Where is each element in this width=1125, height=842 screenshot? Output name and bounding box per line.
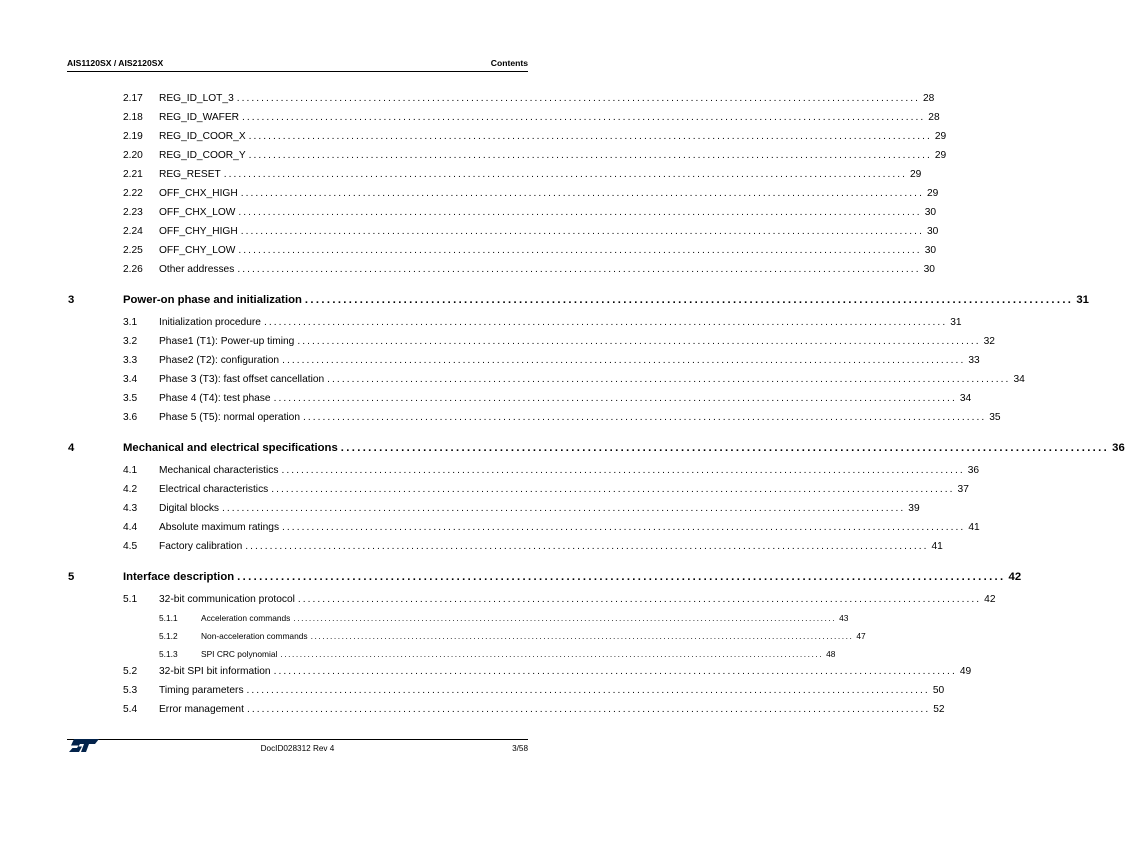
toc-entry-line xyxy=(159,393,972,404)
dot-leader: ............................................................................................................................................ xyxy=(237,571,1006,583)
toc-entry-number: 5.1 xyxy=(123,594,138,605)
toc-entry-number: 3.4 xyxy=(123,374,138,385)
dot-leader: ............................................................................................................................................ xyxy=(245,541,929,552)
toc-entry-page: 29 xyxy=(909,169,922,180)
toc-entry[interactable] xyxy=(67,479,969,495)
toc-entry[interactable] xyxy=(67,221,939,237)
dot-leader: ............................................................................................................................................ xyxy=(273,393,957,404)
dot-leader: ............................................................................................................................................ xyxy=(310,631,854,641)
toc-entry-number: 5.1.3 xyxy=(159,649,178,659)
toc-entry-page: 37 xyxy=(957,484,969,495)
toc-entry-page: 30 xyxy=(924,245,937,256)
toc-entry-title: REG_ID_COOR_Y xyxy=(159,150,246,161)
toc-entry-page: 47 xyxy=(856,631,866,641)
toc-entry-line xyxy=(123,571,1022,583)
dot-leader: ............................................................................................................................................ xyxy=(240,226,924,237)
toc-entry-line xyxy=(159,594,996,605)
toc-entry-line xyxy=(159,412,1001,423)
dot-leader: ............................................................................................................................................ xyxy=(236,93,921,104)
toc-entry-page: 34 xyxy=(959,393,972,404)
toc-entry-number: 2.19 xyxy=(123,131,143,142)
toc-entry-page: 36 xyxy=(1112,442,1125,454)
toc-entry-page: 30 xyxy=(926,226,939,237)
toc-entry-line xyxy=(201,613,849,623)
toc-entry-line xyxy=(159,169,922,180)
toc-entry-page: 33 xyxy=(968,355,980,366)
toc-entry-title: OFF_CHX_LOW xyxy=(159,207,236,218)
toc-entry[interactable] xyxy=(67,498,920,514)
toc-entry-page: 35 xyxy=(989,412,1001,423)
toc-entry-title: Error management xyxy=(159,704,244,715)
toc-entry-line xyxy=(159,150,947,161)
toc-entry-number: 5.4 xyxy=(123,704,138,715)
toc-entry-line xyxy=(201,649,836,659)
toc-entry-number: 2.26 xyxy=(123,264,143,275)
toc-entry[interactable] xyxy=(67,536,943,552)
toc-entry-title: Factory calibration xyxy=(159,541,243,552)
toc-entry-title: 32-bit communication protocol xyxy=(159,594,295,605)
dot-leader: ............................................................................................................................................ xyxy=(222,503,906,514)
toc-entry-line xyxy=(159,336,995,347)
toc-entry-line xyxy=(159,264,935,275)
dot-leader: ............................................................................................................................................ xyxy=(340,442,1110,454)
toc-entry-number: 3 xyxy=(68,294,75,306)
dot-leader: ............................................................................................................................................ xyxy=(237,264,921,275)
toc-entry[interactable] xyxy=(67,643,836,659)
toc-entry[interactable] xyxy=(67,350,980,366)
toc-entry-number: 2.17 xyxy=(123,93,143,104)
toc-entry-page: 31 xyxy=(1076,294,1089,306)
toc-entry-number: 2.23 xyxy=(123,207,143,218)
toc-entry-page: 34 xyxy=(1013,374,1025,385)
toc-entry-line xyxy=(159,188,939,199)
toc-entry[interactable] xyxy=(67,369,1025,385)
toc-entry-line xyxy=(159,355,980,366)
toc-entry[interactable] xyxy=(67,680,945,696)
toc-entry[interactable] xyxy=(67,240,937,256)
toc-entry[interactable] xyxy=(67,259,935,275)
toc-entry-page: 42 xyxy=(1008,571,1022,583)
toc-entry-page: 30 xyxy=(924,207,937,218)
dot-leader: ............................................................................................................................................ xyxy=(297,594,982,605)
page-number: 3/58 xyxy=(512,744,528,753)
toc-entry-line xyxy=(159,484,969,495)
toc-chapter-entry[interactable] xyxy=(67,438,1125,454)
toc-entry-number: 3.5 xyxy=(123,393,138,404)
toc-entry-number: 2.25 xyxy=(123,245,143,256)
toc-entry[interactable] xyxy=(67,107,940,123)
dot-leader: ............................................................................................................................................ xyxy=(273,666,957,677)
toc-entry-title: Non-acceleration commands xyxy=(201,631,308,641)
toc-entry-title: REG_ID_COOR_X xyxy=(159,131,246,142)
toc-entry-title: Phase2 (T2): configuration xyxy=(159,355,280,366)
dot-leader: ............................................................................................................................................ xyxy=(263,317,948,328)
toc-entry-line xyxy=(159,666,972,677)
dot-leader: ............................................................................................................................................ xyxy=(242,112,926,123)
toc-entry-number: 2.18 xyxy=(123,112,143,123)
toc-entry-number: 5.3 xyxy=(123,685,138,696)
dot-leader: ............................................................................................................................................ xyxy=(282,522,966,533)
toc-entry-title: Mechanical and electrical specifications xyxy=(123,442,338,454)
toc-entry-number: 5.1.1 xyxy=(159,613,178,623)
toc-entry[interactable] xyxy=(67,164,922,180)
document-part-numbers: AIS1120SX / AIS2120SX xyxy=(67,58,164,68)
dot-leader: ............................................................................................................................................ xyxy=(223,169,907,180)
toc-entry[interactable] xyxy=(67,589,996,605)
toc-entry[interactable] xyxy=(67,202,937,218)
toc-entry-number: 4.5 xyxy=(123,541,138,552)
toc-entry-page: 50 xyxy=(932,685,945,696)
toc-entry-page: 30 xyxy=(923,264,935,275)
toc-entry[interactable] xyxy=(67,388,972,404)
toc-entry-page: 28 xyxy=(928,112,940,123)
toc-entry-number: 4.1 xyxy=(123,465,138,476)
toc-entry-title: Phase1 (T1): Power-up timing xyxy=(159,336,295,347)
dot-leader: ............................................................................................................................................ xyxy=(240,188,924,199)
toc-entry-title: REG_RESET xyxy=(159,169,221,180)
toc-chapter-entry[interactable] xyxy=(67,567,1022,583)
document-id: DocID028312 Rev 4 xyxy=(260,744,335,753)
toc-chapter-entry[interactable] xyxy=(67,290,1089,306)
toc-entry-line xyxy=(159,112,940,123)
toc-entry-number: 5.1.2 xyxy=(159,631,178,641)
toc-entry[interactable] xyxy=(67,661,972,677)
dot-leader: ............................................................................................................................................ xyxy=(281,465,965,476)
toc-entry-number: 4.4 xyxy=(123,522,138,533)
toc-entry[interactable] xyxy=(67,460,980,476)
toc-entry-page: 43 xyxy=(839,613,849,623)
toc-entry-number: 2.21 xyxy=(123,169,143,180)
toc-entry[interactable] xyxy=(67,517,980,533)
toc-entry[interactable] xyxy=(67,407,1001,423)
dot-leader: ............................................................................................................................................ xyxy=(282,355,966,366)
toc-entry-number: 4.2 xyxy=(123,484,138,495)
dot-leader: ............................................................................................................................................ xyxy=(238,207,922,218)
toc-entry-title: SPI CRC polynomial xyxy=(201,649,278,659)
toc-entry-page: 41 xyxy=(931,541,943,552)
toc-entry[interactable] xyxy=(67,88,935,104)
dot-leader: ............................................................................................................................................ xyxy=(297,336,981,347)
toc-entry-page: 41 xyxy=(968,522,980,533)
toc-entry-title: 32-bit SPI bit information xyxy=(159,666,271,677)
toc-entry-title: Electrical characteristics xyxy=(159,484,269,495)
toc-entry[interactable] xyxy=(67,625,866,641)
toc-entry-line xyxy=(159,207,937,218)
toc-entry-page: 52 xyxy=(933,704,945,715)
toc-entry-title: Timing parameters xyxy=(159,685,244,696)
toc-entry-title: Mechanical characteristics xyxy=(159,465,279,476)
toc-entry[interactable] xyxy=(67,331,995,347)
dot-leader: ............................................................................................................................................ xyxy=(280,649,824,659)
dot-leader: ............................................................................................................................................ xyxy=(303,412,987,423)
toc-entry-page: 31 xyxy=(950,317,962,328)
toc-entry-title: OFF_CHY_LOW xyxy=(159,245,236,256)
header-rule xyxy=(67,71,528,72)
toc-entry-title: Absolute maximum ratings xyxy=(159,522,280,533)
dot-leader: ............................................................................................................................................ xyxy=(248,131,932,142)
toc-entry-title: Interface description xyxy=(123,571,235,583)
toc-entry-line xyxy=(159,704,945,715)
toc-entry-page: 36 xyxy=(967,465,980,476)
dot-leader: ............................................................................................................................................ xyxy=(238,245,922,256)
toc-entry-title: Power-on phase and initialization xyxy=(123,294,302,306)
toc-entry-number: 3.1 xyxy=(123,317,138,328)
toc-entry-page: 49 xyxy=(959,666,972,677)
toc-entry-title: Phase 3 (T3): fast offset cancellation xyxy=(159,374,325,385)
toc-entry-page: 29 xyxy=(926,188,939,199)
toc-entry-title: REG_ID_LOT_3 xyxy=(159,93,234,104)
toc-entry-line xyxy=(159,503,920,514)
toc-entry[interactable] xyxy=(67,699,945,715)
toc-entry-number: 2.24 xyxy=(123,226,143,237)
toc-entry-page: 32 xyxy=(983,336,995,347)
toc-entry-number: 2.20 xyxy=(123,150,143,161)
toc-entry-title: Acceleration commands xyxy=(201,613,291,623)
toc-entry-title: Phase 5 (T5): normal operation xyxy=(159,412,300,423)
toc-entry-page: 39 xyxy=(908,503,920,514)
toc-entry-title: Phase 4 (T4): test phase xyxy=(159,393,271,404)
dot-leader: ............................................................................................................................................ xyxy=(246,704,931,715)
toc-entry[interactable] xyxy=(67,183,939,199)
toc-entry-number: 5.2 xyxy=(123,666,138,677)
dot-leader: ............................................................................................................................................ xyxy=(293,613,837,623)
toc-entry-title: Other addresses xyxy=(159,264,235,275)
toc-entry-line xyxy=(159,317,962,328)
footer-rule xyxy=(67,739,528,740)
toc-entry-number: 4.3 xyxy=(123,503,138,514)
dot-leader: ............................................................................................................................................ xyxy=(271,484,955,495)
toc-entry-title: REG_ID_WAFER xyxy=(159,112,240,123)
toc-entry-page: 29 xyxy=(934,150,947,161)
toc-entry-line xyxy=(123,442,1125,454)
toc-entry-line xyxy=(159,245,937,256)
toc-entry-number: 2.22 xyxy=(123,188,143,199)
toc-entry-number: 3.2 xyxy=(123,336,138,347)
toc-entry-title: Initialization procedure xyxy=(159,317,261,328)
dot-leader: ............................................................................................................................................ xyxy=(327,374,1011,385)
toc-entry[interactable] xyxy=(67,145,947,161)
toc-entry-number: 5 xyxy=(68,571,75,583)
dot-leader: ............................................................................................................................................ xyxy=(304,294,1074,306)
toc-entry-page: 48 xyxy=(826,649,836,659)
toc-entry-number: 3.6 xyxy=(123,412,138,423)
toc-entry[interactable] xyxy=(67,607,849,623)
toc-entry-number: 4 xyxy=(68,442,75,454)
toc-entry-line xyxy=(201,631,866,641)
toc-entry-line xyxy=(159,226,939,237)
toc-entry-page: 42 xyxy=(984,594,996,605)
toc-entry[interactable] xyxy=(67,126,947,142)
toc-entry-line xyxy=(159,374,1025,385)
toc-entry-line xyxy=(159,685,945,696)
toc-entry-number: 3.3 xyxy=(123,355,138,366)
section-name: Contents xyxy=(490,58,528,68)
toc-entry-line xyxy=(123,294,1089,306)
toc-entry-line xyxy=(159,465,980,476)
dot-leader: ............................................................................................................................................ xyxy=(246,685,930,696)
toc-entry-title: Digital blocks xyxy=(159,503,220,514)
toc-entry-page: 29 xyxy=(934,131,947,142)
toc-entry-line xyxy=(159,522,980,533)
dot-leader: ............................................................................................................................................ xyxy=(248,150,932,161)
toc-entry[interactable] xyxy=(67,312,962,328)
toc-entry-page: 28 xyxy=(923,93,935,104)
toc-entry-line xyxy=(159,541,943,552)
toc-entry-line xyxy=(159,131,947,142)
toc-entry-title: OFF_CHX_HIGH xyxy=(159,188,238,199)
toc-entry-title: OFF_CHY_HIGH xyxy=(159,226,238,237)
toc-entry-line xyxy=(159,93,935,104)
